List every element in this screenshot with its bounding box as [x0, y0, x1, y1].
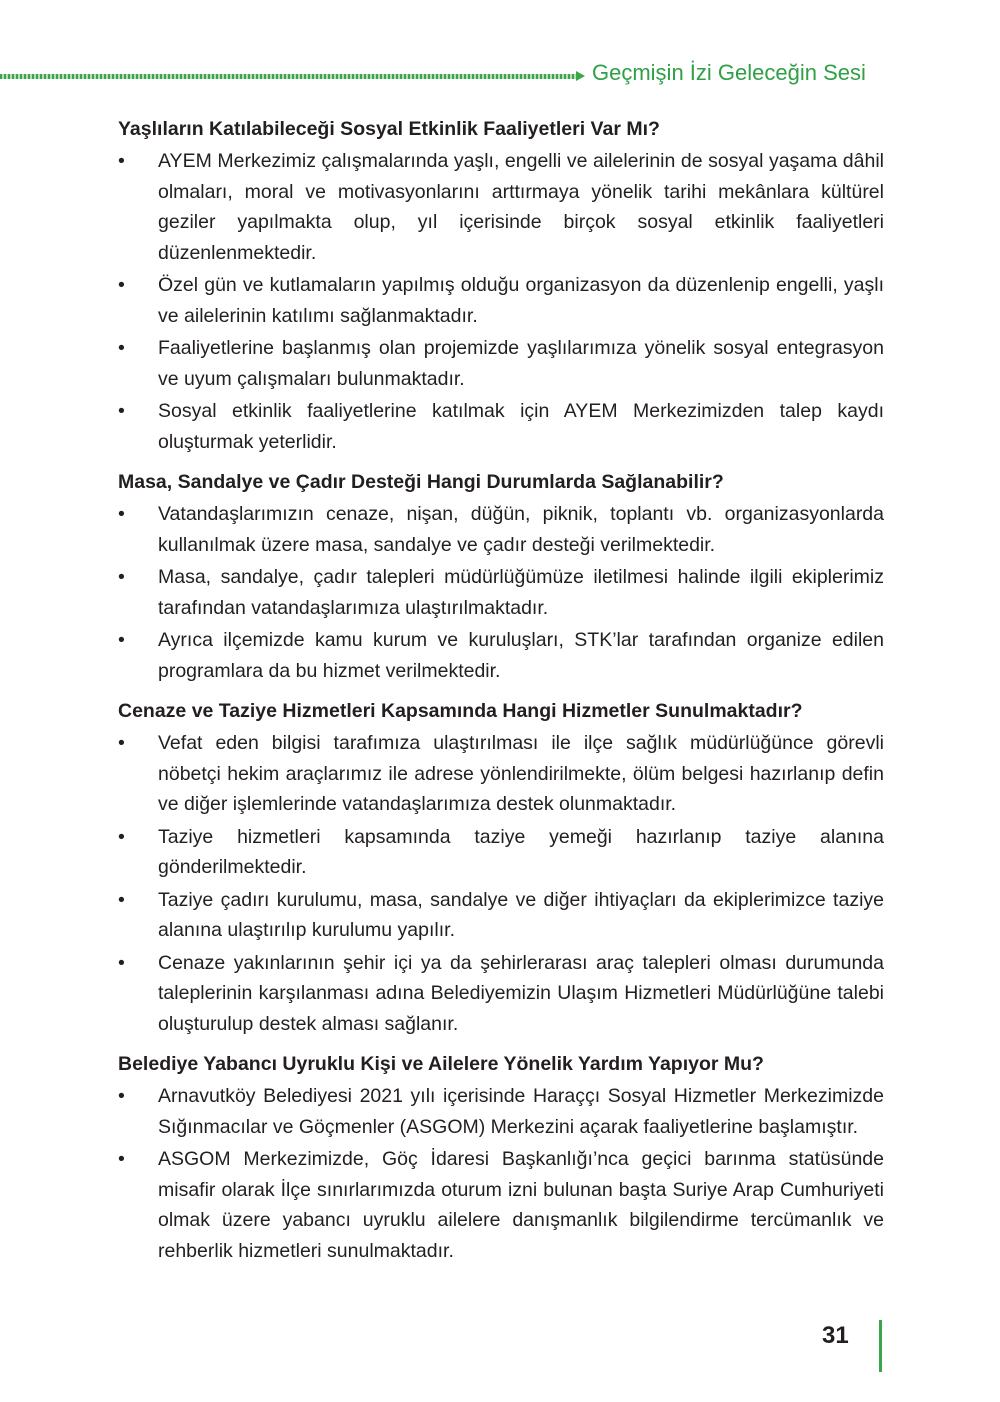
bullet-icon: •: [118, 400, 125, 422]
header-title: Geçmişin İzi Geleceğin Sesi: [592, 60, 866, 85]
bullet-icon: •: [118, 951, 125, 974]
bullet-icon: •: [118, 337, 125, 359]
bullet-icon: •: [118, 150, 125, 172]
section-question: Belediye Yabancı Uyruklu Kişi ve Ailelere Yönelik Yardım Yapıyor Mu?: [118, 1053, 764, 1075]
list-item: • Masa, sandalye, çadır talepleri müdürlüğümüze iletilmesi halinde ilgili ekiplerimiz tarafından vatandaşlarımıza ulaştırılmaktadır.: [118, 562, 884, 623]
list-item: • Cenaze yakınlarının şehir içi ya da şehirlerarası araç talepleri olması durumunda taleplerinin karşılanması adına Belediyemizin Ulaşım Hizmetleri Müdürlüğüne talebi oluşturulup destek alması sağlanır.: [118, 948, 884, 1040]
section-question: Cenaze ve Taziye Hizmetleri Kapsamında Hangi Hizmetler Sunulmaktadır?: [118, 700, 803, 722]
faq-section: [118, 467, 884, 686]
list-item: • ASGOM Merkezimizde, Göç İdaresi Başkanlığı’nca geçici barınma statüsünde misafir olarak İlçe sınırlarımızda oturum izni bulunan başta Suriye Arap Cumhuriyeti olmak üzere yabancı uyruklu ailelere danışmanlık bilgilendirme tercümanlık ve rehberlik hizmetleri sunulmaktadır.: [118, 1144, 884, 1266]
answer-list: [118, 499, 884, 686]
bullet-icon: •: [118, 1085, 125, 1107]
list-item: • Taziye çadırı kurulumu, masa, sandalye ve diğer ihtiyaçları da ekiplerimizce taziye alanına ulaştırılıp kurulumu yapılır.: [118, 885, 884, 946]
answer-list: [118, 146, 884, 457]
page-number-rule: [879, 1320, 882, 1372]
list-item: • Vatandaşlarımızın cenaze, nişan, düğün, piknik, toplantı vb. organizasyonlarda kullanılmak üzere masa, sandalye ve çadır desteği verilmektedir.: [118, 499, 884, 560]
bullet-icon: •: [118, 732, 125, 754]
section-question: Yaşlıların Katılabileceği Sosyal Etkinlik Faaliyetleri Var Mı?: [118, 118, 660, 140]
list-item: • AYEM Merkezimiz çalışmalarında yaşlı, engelli ve ailelerinin de sosyal yaşama dâhil olmaları, moral ve motivasyonlarını arttırmaya yönelik tarihi mekânlara kültürel geziler yapılmakta olup, yıl içerisinde birçok sosyal etkinlik faaliyetleri düzenlenmektedir.: [118, 146, 884, 268]
bullet-icon: •: [118, 503, 125, 525]
answer-list: [118, 1081, 884, 1266]
list-item: • Faaliyetlerine başlanmış olan projemizde yaşlılarımıza yönelik sosyal entegrasyon ve uyum çalışmaları bulunmaktadır.: [118, 333, 884, 394]
header-rule: [0, 74, 578, 79]
list-item: • Özel gün ve kutlamaların yapılmış olduğu organizasyon da düzenlenip engelli, yaşlı ve ailelerinin katılımı sağlanmaktadır.: [118, 270, 884, 331]
list-item: • Arnavutköy Belediyesi 2021 yılı içerisinde Haraççı Sosyal Hizmetler Merkezimizde Sığınmacılar ve Göçmenler (ASGOM) Merkezini açarak faaliyetlerine başlamıştır.: [118, 1081, 884, 1142]
list-item: • Taziye hizmetleri kapsamında taziye yemeği hazırlanıp taziye alanına gönderilmektedir.: [118, 822, 884, 883]
page-content: [118, 114, 884, 1276]
bullet-icon: •: [118, 888, 125, 911]
list-item: • Vefat eden bilgisi tarafımıza ulaştırılması ile ilçe sağlık müdürlüğünce görevli nöbetçi hekim araçlarımız ile adrese yönlendirilmekte, ölüm belgesi hazırlanıp defin ve diğer işlemlerinde vatandaşlarımıza destek olunmaktadır.: [118, 728, 884, 820]
faq-section: [118, 1049, 884, 1266]
faq-section: [118, 696, 884, 1039]
page-number: 31: [822, 1322, 849, 1349]
bullet-icon: •: [118, 274, 125, 296]
bullet-icon: •: [118, 629, 125, 651]
bullet-icon: •: [118, 825, 125, 848]
list-item: • Sosyal etkinlik faaliyetlerine katılmak için AYEM Merkezimizden talep kaydı oluşturmak yeterlidir.: [118, 396, 884, 457]
header-arrow-icon: [576, 71, 585, 81]
bullet-icon: •: [118, 1148, 125, 1170]
bullet-icon: •: [118, 566, 125, 588]
faq-section: [118, 114, 884, 457]
list-item: • Ayrıca ilçemizde kamu kurum ve kuruluşları, STK’lar tarafından organize edilen programlara da bu hizmet verilmektedir.: [118, 625, 884, 686]
answer-list: [118, 728, 884, 1039]
section-question: Masa, Sandalye ve Çadır Desteği Hangi Durumlarda Sağlanabilir?: [118, 471, 724, 493]
